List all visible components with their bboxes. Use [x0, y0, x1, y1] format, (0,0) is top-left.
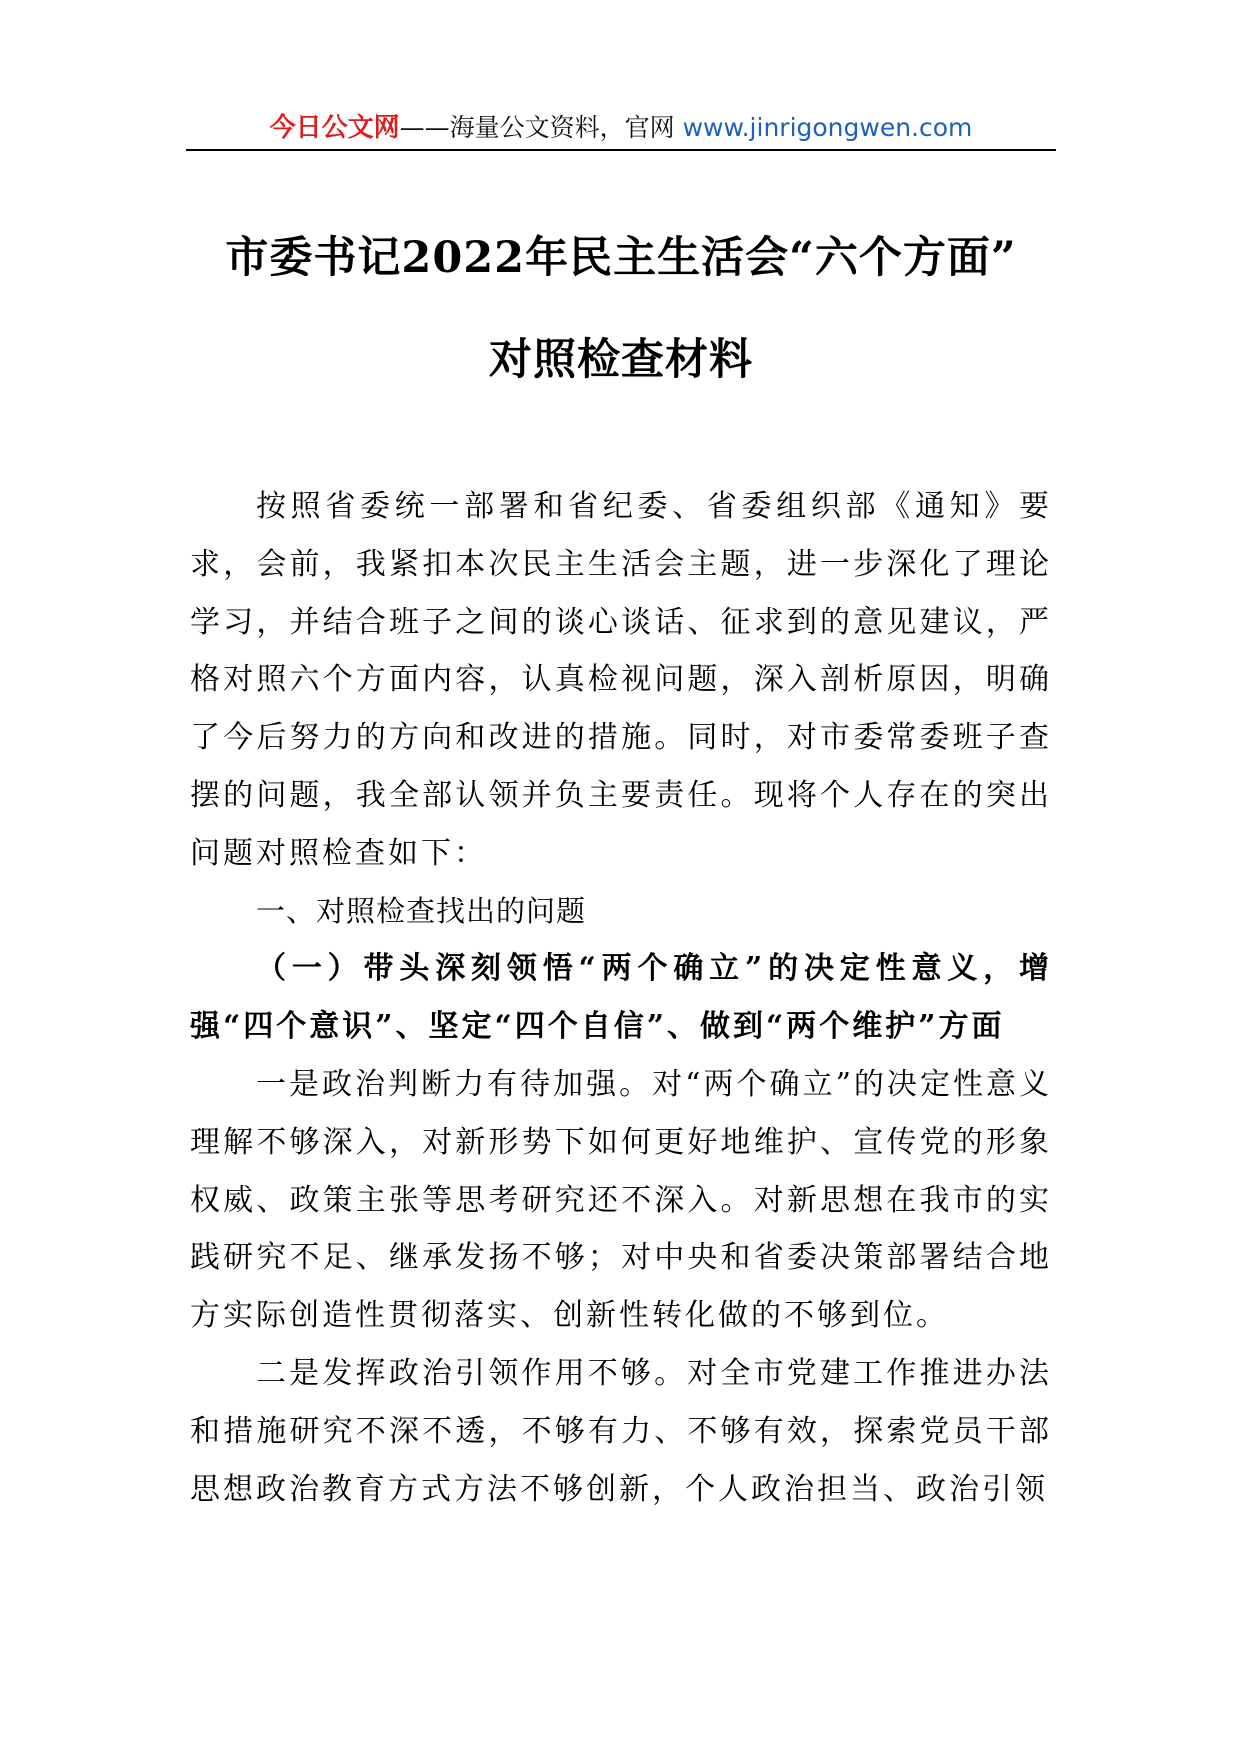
site-brand: 今日公文网	[269, 113, 400, 143]
subsection-heading: （一）带头深刻领悟“两个确立”的决定性意义，增强“四个意识”、坚定“四个自信”、做到“两个维护”方面	[190, 951, 1052, 1045]
point-paragraph-2: 二是发挥政治引领作用不够。对全市党建工作推进办法和措施研究不深不透，不够有力、不够有效，探索党员干部思想政治教育方式方法不够创新，个人政治担当、政治引领	[190, 1355, 1052, 1507]
section-heading: 一、对照检查找出的问题	[256, 893, 587, 928]
site-tagline: ——海量公文资料，官网	[399, 113, 683, 142]
document-title-line-2: 对照检查材料	[489, 335, 753, 385]
document-body	[190, 478, 1052, 1518]
point-paragraph-1: 一是政治判断力有待加强。对“两个确立”的决定性意义理解不够深入，对新形势下如何更好地维护、宣传党的形象权威、政策主张等思考研究还不深入。对新思想在我市的实践研究不足、继承发扬不够；对中央和省委决策部署结合地方实际创造性贯彻落实、创新性转化做的不够到位。	[190, 1066, 1052, 1334]
document-title-line-1: 市委书记2022年民主生活会“六个方面”	[225, 233, 1017, 283]
intro-paragraph: 按照省委统一部署和省纪委、省委组织部《通知》要求，会前，我紧扣本次民主生活会主题，进一步深化了理论学习，并结合班子之间的谈心谈话、征求到的意见建议，严格对照六个方面内容，认真检视问题，深入剖析原因，明确了今后努力的方向和改进的措施。同时，对市委常委班子查摆的问题，我全部认领并负主要责任。现将个人存在的突出问题对照检查如下：	[190, 489, 1052, 871]
site-header	[186, 108, 1056, 148]
header-divider	[186, 149, 1056, 151]
site-url-link[interactable]: www.jinrigongwen.com	[682, 113, 973, 142]
